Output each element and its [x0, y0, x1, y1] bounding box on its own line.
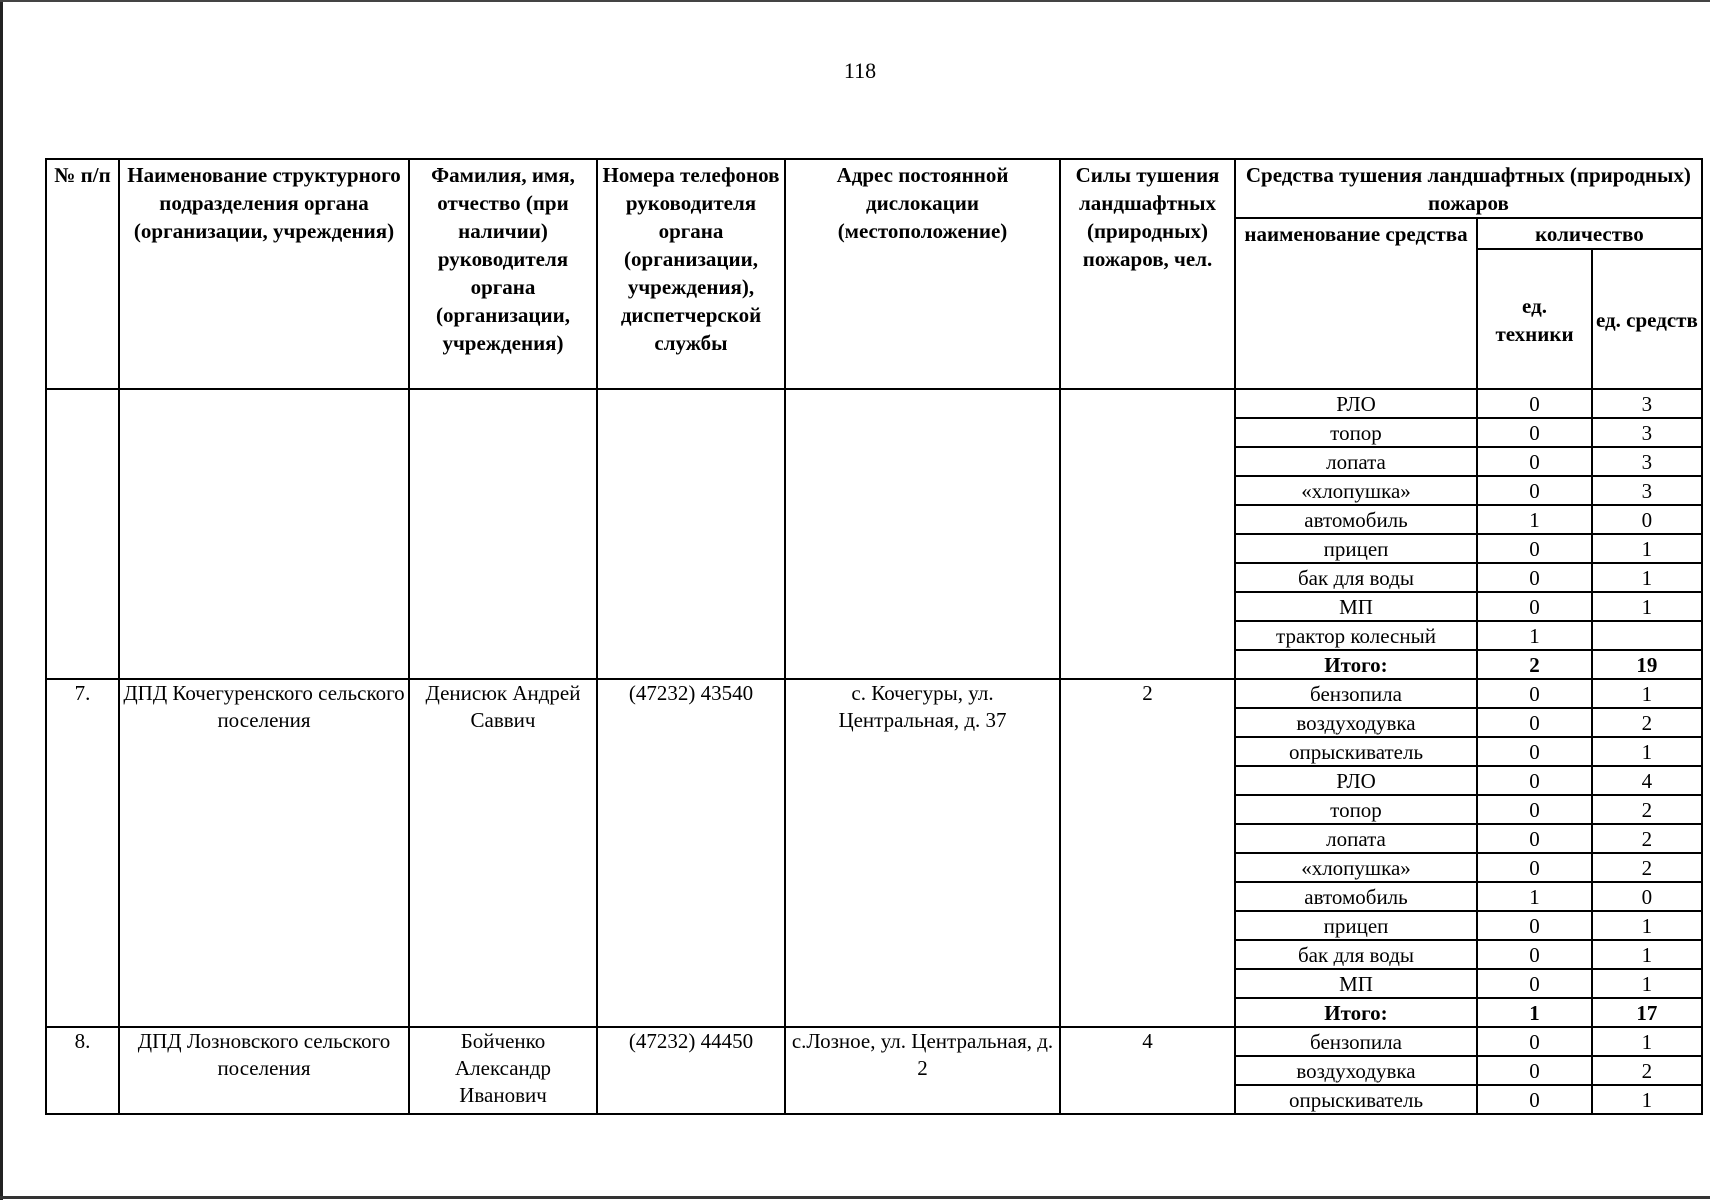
units-means-value: 1: [1592, 911, 1702, 940]
units-means-value: 0: [1592, 505, 1702, 534]
page-edge-bottom: [0, 1196, 1710, 1199]
units-means-value: 1: [1592, 592, 1702, 621]
equipment-name: воздуходувка: [1235, 1056, 1477, 1085]
header-means-name: наименование средства: [1235, 218, 1477, 389]
units-means-value: 1: [1592, 1085, 1702, 1114]
equipment-name: РЛО: [1235, 766, 1477, 795]
units-tech-value: 0: [1477, 737, 1592, 766]
equipment-name: МП: [1235, 969, 1477, 998]
equipment-name: бак для воды: [1235, 940, 1477, 969]
units-tech-value: 0: [1477, 389, 1592, 418]
row-num: 7.: [46, 679, 119, 1027]
equipment-name: прицеп: [1235, 534, 1477, 563]
units-tech-value: 2: [1477, 650, 1592, 679]
units-means-value: 19: [1592, 650, 1702, 679]
units-tech-value: 0: [1477, 534, 1592, 563]
units-tech-value: 0: [1477, 563, 1592, 592]
equipment-name: опрыскиватель: [1235, 1085, 1477, 1114]
units-means-value: 1: [1592, 1027, 1702, 1056]
units-tech-value: 0: [1477, 969, 1592, 998]
header-address: Адрес постоянной дислокации (местоположение): [785, 159, 1060, 389]
units-tech-value: 1: [1477, 882, 1592, 911]
header-quantity: количество: [1477, 218, 1702, 249]
table-row: [46, 1027, 1702, 1056]
units-tech-value: 0: [1477, 447, 1592, 476]
units-means-value: 3: [1592, 447, 1702, 476]
header-phones: Номера телефонов руководителя органа (организации, учреждения), диспетчерской службы: [597, 159, 785, 389]
units-means-value: 4: [1592, 766, 1702, 795]
address: с.Лозное, ул. Центральная, д. 2: [785, 1027, 1060, 1114]
units-tech-value: 0: [1477, 592, 1592, 621]
header-num: № п/п: [46, 159, 119, 389]
units-means-value: 2: [1592, 853, 1702, 882]
equipment-name: автомобиль: [1235, 505, 1477, 534]
equipment-name: «хлопушка»: [1235, 853, 1477, 882]
phone-numbers: [597, 389, 785, 679]
page-edge-left: [0, 0, 3, 1200]
equipment-name: бак для воды: [1235, 563, 1477, 592]
units-means-value: 1: [1592, 679, 1702, 708]
units-means-value: 2: [1592, 824, 1702, 853]
subdivision-name: ДПД Лозновского сельского поселения: [119, 1027, 409, 1114]
equipment-name: Итого:: [1235, 650, 1477, 679]
units-tech-value: 0: [1477, 766, 1592, 795]
units-means-value: 17: [1592, 998, 1702, 1027]
units-tech-value: 0: [1477, 708, 1592, 737]
subdivision-name: [119, 389, 409, 679]
units-means-value: 2: [1592, 708, 1702, 737]
forces-count: 4: [1060, 1027, 1235, 1114]
units-means-value: 1: [1592, 534, 1702, 563]
row-num: [46, 389, 119, 679]
fire-resources-table: [45, 158, 1703, 1115]
equipment-name: топор: [1235, 418, 1477, 447]
equipment-name: трактор колесный: [1235, 621, 1477, 650]
table-row: [46, 389, 1702, 418]
table-row: [46, 679, 1702, 708]
page-number: 118: [843, 58, 877, 83]
units-tech-value: 0: [1477, 1056, 1592, 1085]
equipment-name: топор: [1235, 795, 1477, 824]
address: [785, 389, 1060, 679]
units-tech-value: 0: [1477, 418, 1592, 447]
page-edge-top: [0, 0, 1710, 2]
units-tech-value: 1: [1477, 505, 1592, 534]
units-means-value: 3: [1592, 389, 1702, 418]
head-name: Денисюк Андрей Саввич: [409, 679, 597, 1027]
units-means-value: 3: [1592, 476, 1702, 505]
equipment-name: бензопила: [1235, 679, 1477, 708]
units-tech-value: 0: [1477, 1027, 1592, 1056]
units-means-value: 3: [1592, 418, 1702, 447]
head-name: Бойченко Александр Иванович: [409, 1027, 597, 1114]
units-tech-value: 0: [1477, 1085, 1592, 1114]
units-means-value: 1: [1592, 563, 1702, 592]
units-tech-value: 0: [1477, 679, 1592, 708]
equipment-name: МП: [1235, 592, 1477, 621]
head-name: [409, 389, 597, 679]
units-means-value: [1592, 621, 1702, 650]
equipment-name: бензопила: [1235, 1027, 1477, 1056]
subdivision-name: ДПД Кочегуренского сельского поселения: [119, 679, 409, 1027]
address: с. Кочегуры, ул. Центральная, д. 37: [785, 679, 1060, 1027]
units-tech-value: 1: [1477, 998, 1592, 1027]
header-means-group: Средства тушения ландшафтных (природных) пожаров: [1235, 159, 1702, 218]
units-tech-value: 1: [1477, 621, 1592, 650]
header-units-means: ед. средств: [1592, 249, 1702, 389]
equipment-name: Итого:: [1235, 998, 1477, 1027]
forces-count: [1060, 389, 1235, 679]
equipment-name: автомобиль: [1235, 882, 1477, 911]
header-forces: Силы тушения ландшафтных (природных) пожаров, чел.: [1060, 159, 1235, 389]
header-head-name: Фамилия, имя, отчество (при наличии) руководителя органа (организации, учреждения): [409, 159, 597, 389]
units-tech-value: 0: [1477, 824, 1592, 853]
units-means-value: 1: [1592, 940, 1702, 969]
phone-numbers: (47232) 44450: [597, 1027, 785, 1114]
units-means-value: 1: [1592, 969, 1702, 998]
header-units-tech: ед. техники: [1477, 249, 1592, 389]
equipment-name: лопата: [1235, 824, 1477, 853]
units-tech-value: 0: [1477, 476, 1592, 505]
equipment-name: прицеп: [1235, 911, 1477, 940]
equipment-name: РЛО: [1235, 389, 1477, 418]
equipment-name: «хлопушка»: [1235, 476, 1477, 505]
forces-count: 2: [1060, 679, 1235, 1027]
units-means-value: 1: [1592, 737, 1702, 766]
header-subdivision: Наименование структурного подразделения органа (организации, учреждения): [119, 159, 409, 389]
phone-numbers: (47232) 43540: [597, 679, 785, 1027]
units-tech-value: 0: [1477, 853, 1592, 882]
units-means-value: 2: [1592, 795, 1702, 824]
equipment-name: воздуходувка: [1235, 708, 1477, 737]
units-tech-value: 0: [1477, 911, 1592, 940]
units-means-value: 2: [1592, 1056, 1702, 1085]
units-tech-value: 0: [1477, 795, 1592, 824]
equipment-name: лопата: [1235, 447, 1477, 476]
equipment-name: опрыскиватель: [1235, 737, 1477, 766]
row-num: 8.: [46, 1027, 119, 1114]
units-means-value: 0: [1592, 882, 1702, 911]
units-tech-value: 0: [1477, 940, 1592, 969]
